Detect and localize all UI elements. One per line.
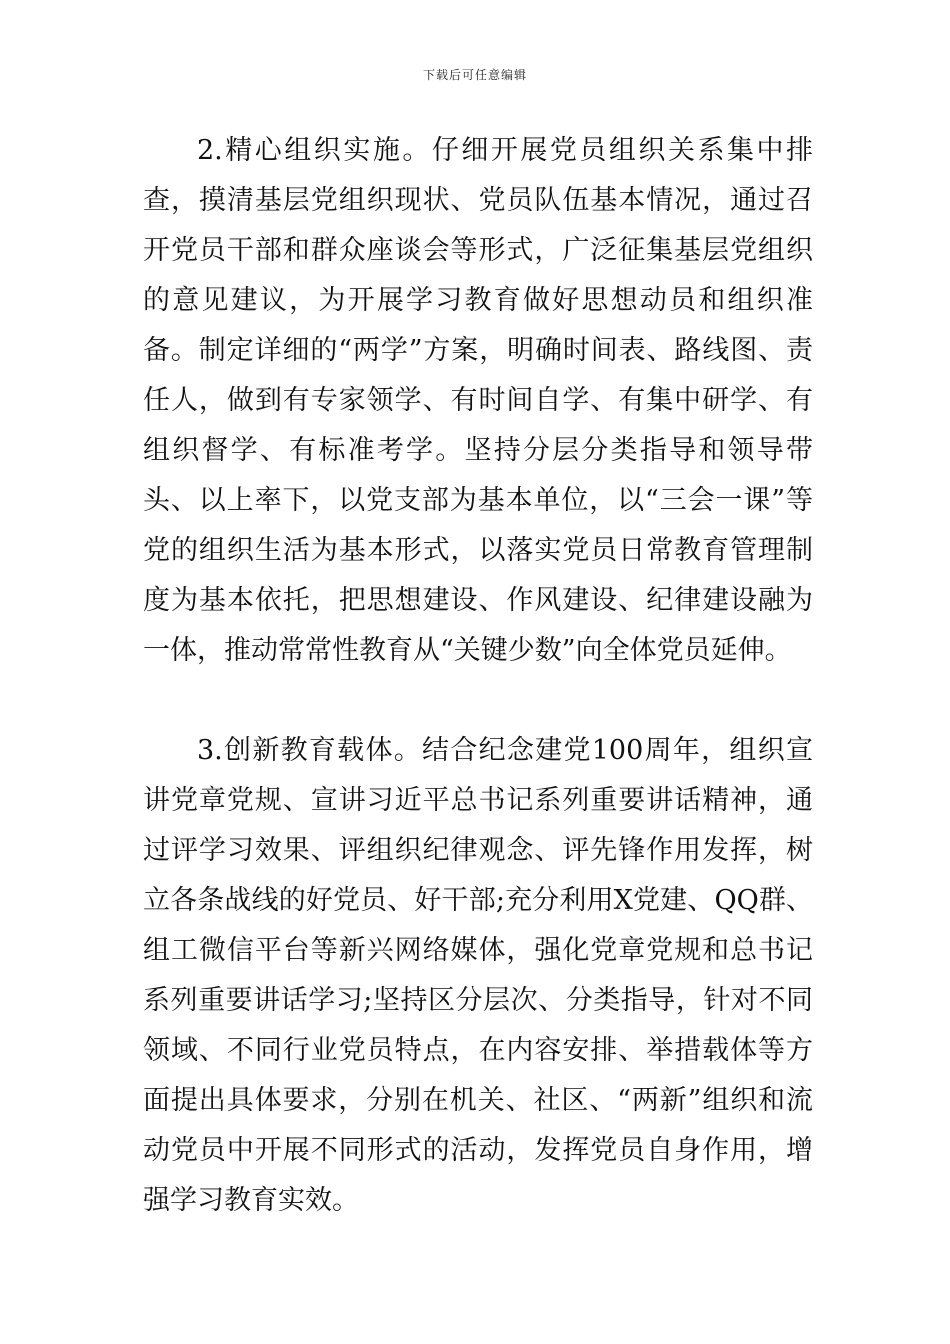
paragraph-education-carrier: 3.创新教育载体。结合纪念建党100周年，组织宣讲党章党规、宣讲习近平总书记系列重要讲话精神，通过评学习效果、评组织纪律观念、评先锋作用发挥，树立各条战线的好党员、好干部;充分利用X党建、QQ群、组工微信平台等新兴网络媒体，强化党章党规和总书记系列重要讲话学习;坚持区分层次、分类指导，针对不同领域、不同行业党员特点，在内容安排、举措载体等方面提出具体要求，分别在机关、社区、“两新”组织和流动党员中开展不同形式的活动，发挥党员自身作用，增强学习教育实效。 bbox=[143, 735, 813, 1216]
page-header: 下载后可任意编辑 bbox=[422, 68, 527, 82]
document-body bbox=[143, 126, 813, 1226]
paragraph-implementation: 2.精心组织实施。仔细开展党员组织关系集中排查，摸清基层党组织现状、党员队伍基本情况，通过召开党员干部和群众座谈会等形式，广泛征集基层党组织的意见建议，为开展学习教育做好思想动员和组织准备。制定详细的“两学”方案，明确时间表、路线图、责任人，做到有专家领学、有时间自学、有集中研学、有组织督学、有标准考学。坚持分层分类指导和领导带头、以上率下，以党支部为基本单位，以“三会一课”等党的组织生活为基本形式，以落实党员日常教育管理制度为基本依托，把思想建设、作风建设、纪律建设融为一体，推动常常性教育从“关键少数”向全体党员延伸。 bbox=[143, 135, 813, 666]
